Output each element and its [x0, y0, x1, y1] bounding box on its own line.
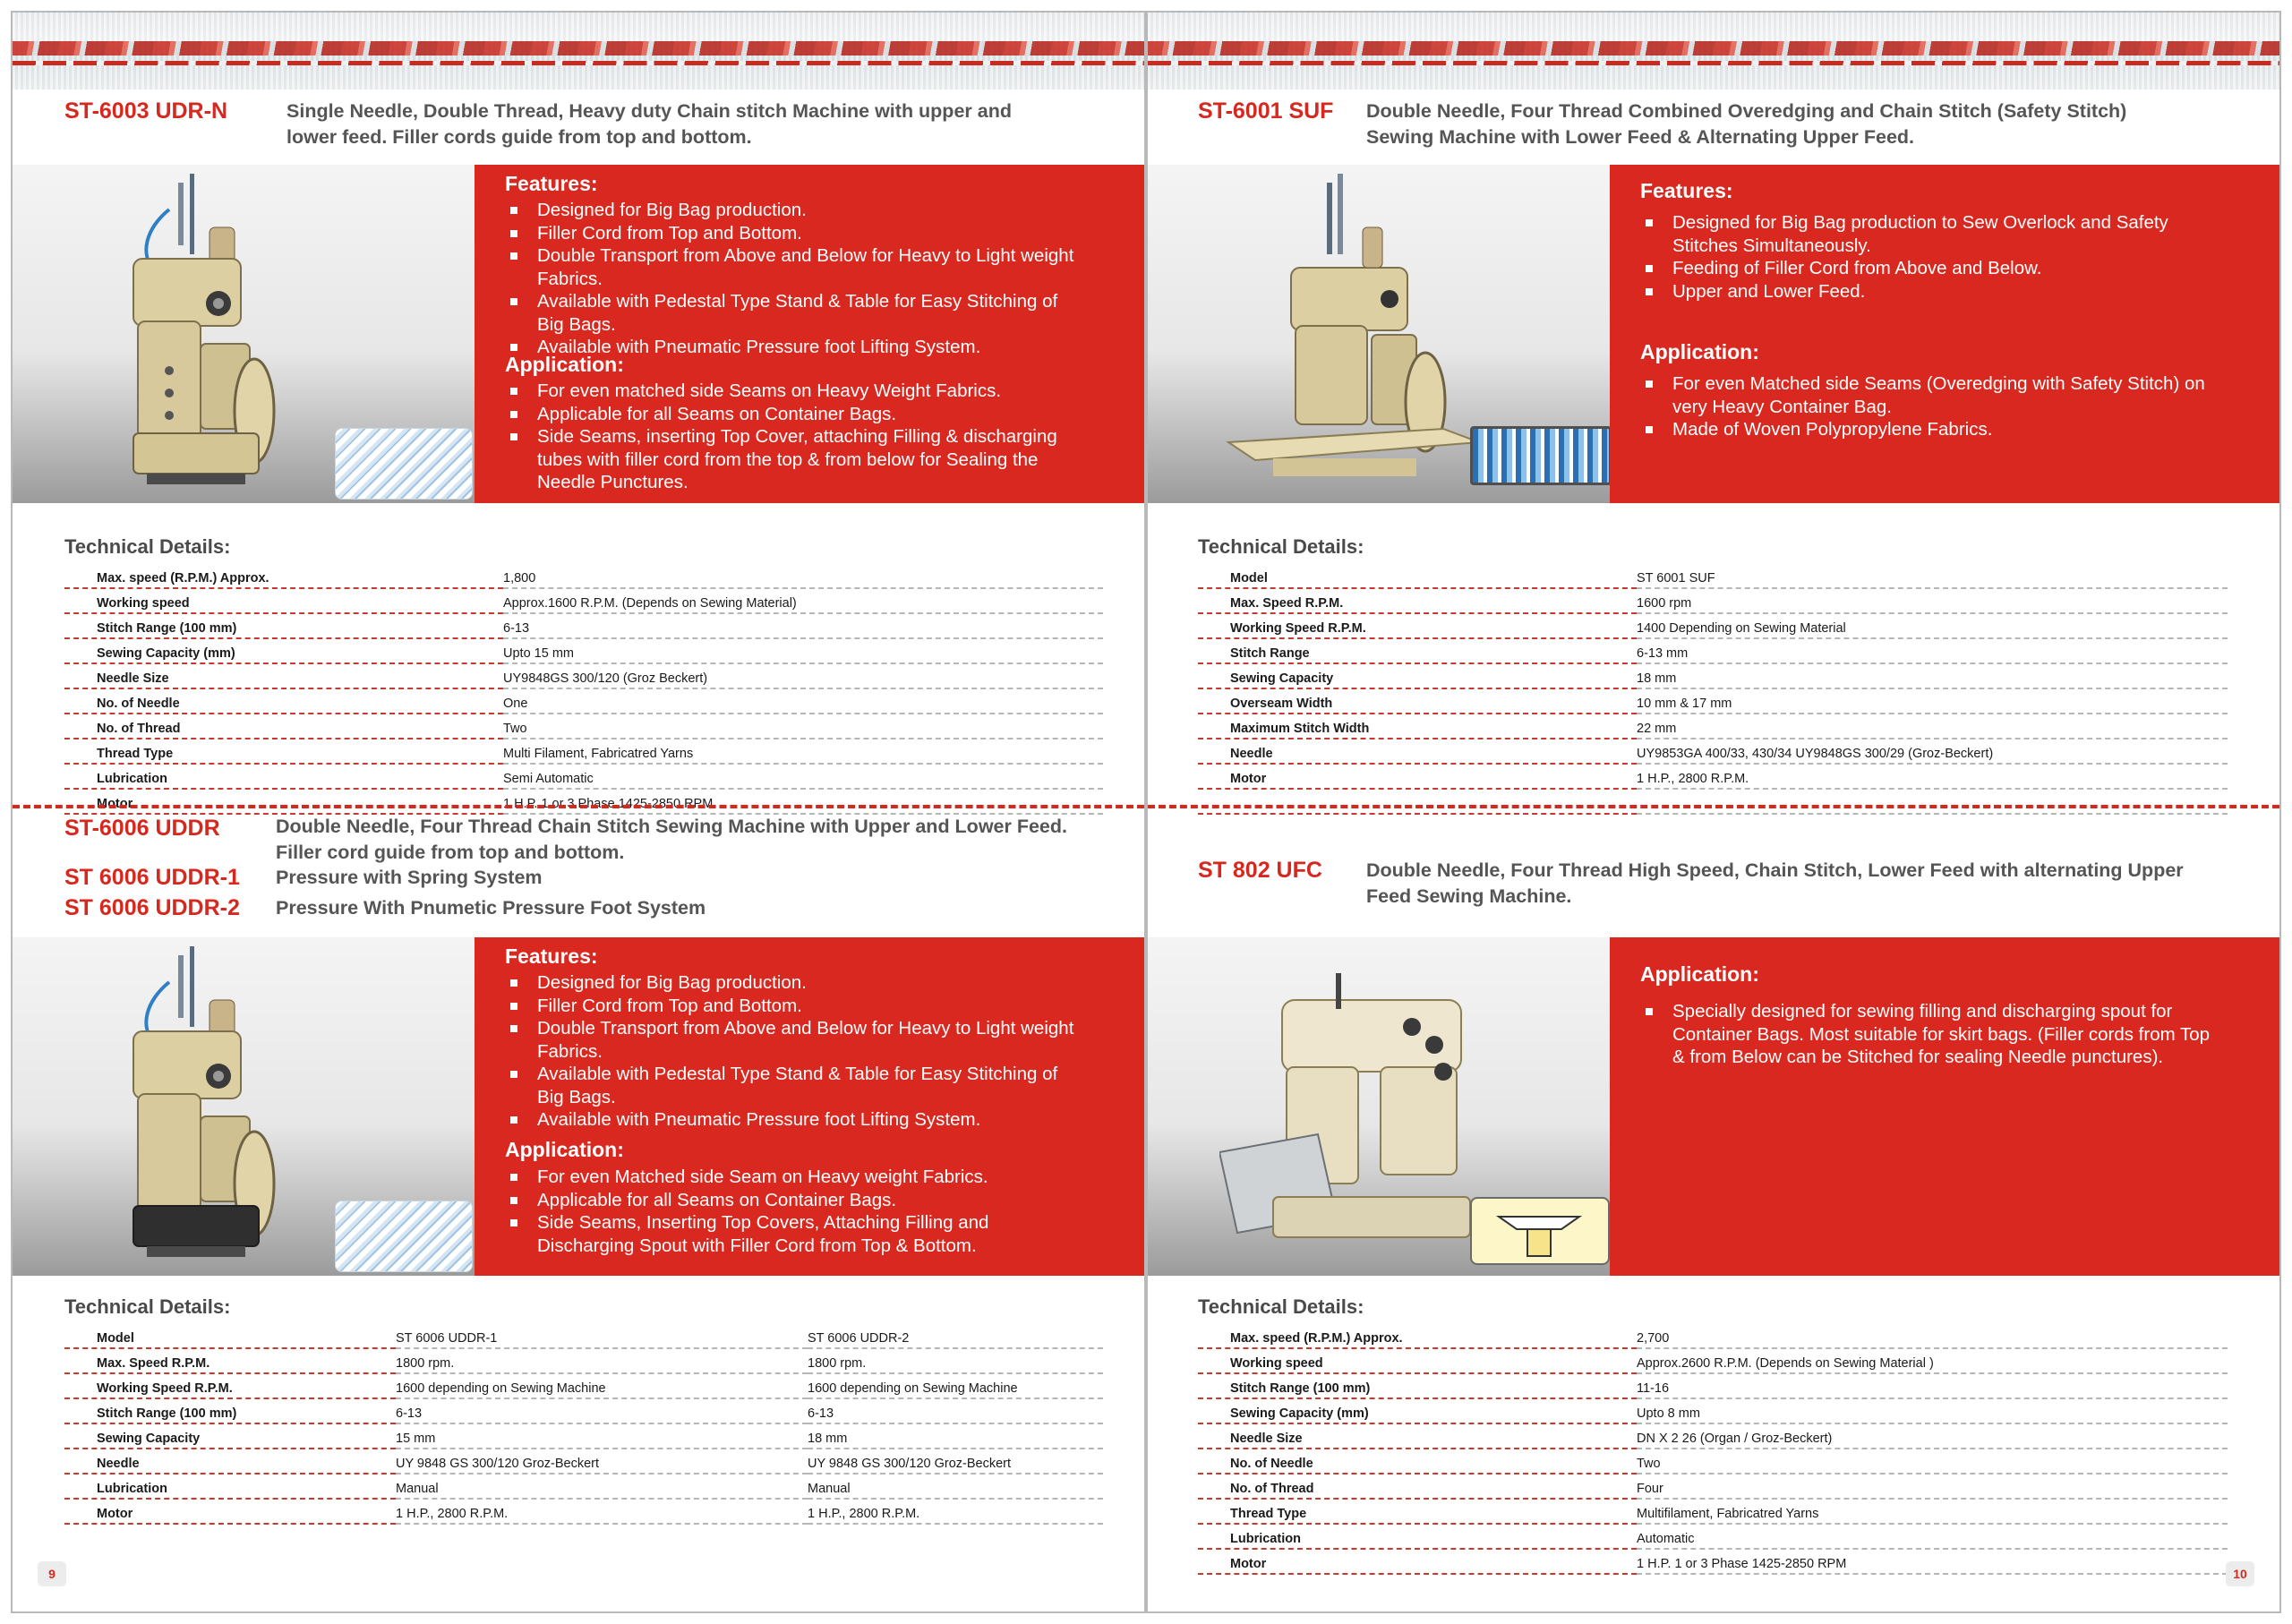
table-row: Stitch Range 6-13 mm — [1198, 638, 2228, 663]
variant-2-description: Pressure With Pnumetic Pressure Foot System — [276, 897, 706, 919]
features-list — [505, 199, 1087, 359]
list-item: Double Transport from Above and Below for Heavy to Light weight Fabrics. — [505, 244, 1087, 290]
model-name-variant-2: ST 6006 UDDR-2 — [64, 895, 240, 920]
technical-details-table — [64, 564, 1103, 815]
section-divider — [1148, 805, 2279, 808]
list-item: Filler Cord from Top and Bottom. — [505, 995, 1087, 1018]
technical-details-heading: Technical Details: — [1198, 1295, 1364, 1318]
table-row: Sewing Capacity 18 mm — [1198, 663, 2228, 688]
application-list — [505, 1166, 1087, 1257]
fabric-sample-image — [1470, 426, 1610, 485]
product-section-st-6006 — [13, 814, 1144, 1611]
product-description: Double Needle, Four Thread High Speed, Chain Stitch, Lower Feed with alternating Upper Feed Sewing Machine. — [1366, 859, 2184, 907]
sewing-machine-image — [84, 174, 317, 496]
sewing-machine-image — [1219, 946, 1497, 1269]
features-heading: Features: — [1640, 179, 1733, 202]
list-item: Specially designed for sewing filling and discharging spout for Container Bags. Most suitable for skirt bags. (Filler cords from Top & from Below can be Stitched for sealing Needle punctures). — [1640, 1000, 2213, 1069]
table-row: Maximum Stitch Width 22 mm — [1198, 714, 2228, 739]
table-row: Sewing Capacity (mm) Upto 15 mm — [64, 638, 1103, 663]
table-row: No. of Thread Four — [1198, 1474, 2228, 1499]
list-item: Available with Pneumatic Pressure foot Lifting System. — [505, 1108, 1087, 1132]
list-item: Available with Pneumatic Pressure foot Lifting System. — [505, 336, 1087, 359]
table-row: No. of Needle One — [64, 688, 1103, 714]
model-name: ST-6001 SUF — [1198, 98, 1334, 124]
application-heading: Application: — [505, 1138, 624, 1161]
table-row: Model ST 6006 UDDR-1 ST 6006 UDDR-2 — [64, 1324, 1103, 1348]
table-row: Working Speed R.P.M. 1600 depending on Sewing Machine 1600 depending on Sewing Machine — [64, 1373, 1103, 1398]
table-row: Working speed Approx.1600 R.P.M. (Depends on Sewing Material) — [64, 588, 1103, 613]
list-item: Made of Woven Polypropylene Fabrics. — [1640, 418, 2213, 441]
application-heading: Application: — [505, 353, 624, 376]
features-heading: Features: — [505, 172, 598, 195]
machine-photo — [13, 165, 475, 503]
fabric-sample-image — [335, 1201, 473, 1272]
model-name: ST 802 UFC — [1198, 858, 1322, 883]
model-name: ST-6006 UDDR — [64, 816, 220, 841]
table-row — [1198, 789, 2228, 814]
table-row: Motor 1 H.P. 1 or 3 Phase 1425-2850 RPM — [64, 789, 1103, 814]
model-name: ST-6003 UDR-N — [64, 98, 227, 124]
variant-1-description: Pressure with Spring System — [276, 867, 543, 888]
list-item: For even Matched side Seams (Overedging with Safety Stitch) on very Heavy Container Bag. — [1640, 372, 2213, 418]
table-row: Needle UY9853GA 400/33, 430/34 UY9848GS 300/29 (Groz-Beckert) — [1198, 739, 2228, 764]
list-item: Filler Cord from Top and Bottom. — [505, 222, 1087, 245]
machine-photo — [1148, 165, 1610, 503]
table-row: No. of Needle Two — [1198, 1449, 2228, 1474]
table-row: Sewing Capacity 15 mm 18 mm — [64, 1423, 1103, 1449]
table-row: Motor 1 H.P., 2800 R.P.M. 1 H.P., 2800 R.P.M. — [64, 1499, 1103, 1524]
application-list — [505, 380, 1087, 494]
list-item: Feeding of Filler Cord from Above and Below. — [1640, 257, 2213, 280]
sewing-machine-image — [1219, 174, 1488, 496]
table-row: Needle UY 9848 GS 300/120 Groz-Beckert UY 9848 GS 300/120 Groz-Beckert — [64, 1449, 1103, 1474]
application-list — [1640, 1000, 2213, 1069]
catalog-page-left — [11, 11, 1146, 1613]
table-row: Stitch Range (100 mm) 11-16 — [1198, 1373, 2228, 1398]
table-row: Sewing Capacity (mm) Upto 8 mm — [1198, 1398, 2228, 1423]
application-heading: Application: — [1640, 340, 1759, 363]
technical-details-table — [64, 1324, 1103, 1525]
product-section-st-6001 — [1148, 13, 2279, 805]
list-item: Side Seams, inserting Top Cover, attaching Filling & discharging tubes with filler cord from the top & from below for Sealing the Needle Punctures. — [505, 425, 1087, 494]
table-row: Max. speed (R.P.M.) Approx. 2,700 — [1198, 1324, 2228, 1348]
table-row: Needle Size UY9848GS 300/120 (Groz Beckert) — [64, 663, 1103, 688]
features-list — [505, 971, 1087, 1132]
list-item: Designed for Big Bag production. — [505, 971, 1087, 995]
list-item: Designed for Big Bag production. — [505, 199, 1087, 222]
table-row: Max. Speed R.P.M. 1800 rpm. 1800 rpm. — [64, 1348, 1103, 1373]
technical-details-table — [1198, 1324, 2228, 1575]
table-row: Max. Speed R.P.M. 1600 rpm — [1198, 588, 2228, 613]
product-description: Double Needle, Four Thread Combined Overedging and Chain Stitch (Safety Stitch) Sewing Machine with Lower Feed & Alternating Upper Feed. — [1366, 100, 2127, 148]
machine-photo — [1148, 937, 1610, 1276]
spout-diagram-image — [1470, 1197, 1610, 1265]
application-panel — [1610, 937, 2279, 1276]
technical-details-heading: Technical Details: — [64, 1295, 231, 1318]
technical-details-heading: Technical Details: — [1198, 535, 1364, 558]
features-panel — [475, 165, 1144, 503]
spout-icon — [1472, 1199, 1606, 1263]
list-item: Available with Pedestal Type Stand & Table for Easy Stitching of Big Bags. — [505, 290, 1087, 336]
table-row: Working Speed R.P.M. 1400 Depending on Sewing Material — [1198, 613, 2228, 638]
fabric-sample-image — [335, 428, 473, 500]
table-row: Lubrication Automatic — [1198, 1524, 2228, 1549]
table-row: No. of Thread Two — [64, 714, 1103, 739]
features-heading: Features: — [505, 944, 598, 968]
model-name-variant-1: ST 6006 UDDR-1 — [64, 865, 240, 890]
list-item: Applicable for all Seams on Container Bags. — [505, 403, 1087, 426]
features-list — [1640, 211, 2213, 303]
features-panel — [1610, 165, 2279, 503]
page-number: 10 — [2226, 1561, 2254, 1586]
table-row: Lubrication Semi Automatic — [64, 764, 1103, 789]
technical-details-heading: Technical Details: — [64, 535, 231, 558]
product-description: Single Needle, Double Thread, Heavy duty Chain stitch Machine with upper and lower feed. Filler cords guide from top and bottom. — [286, 100, 1012, 148]
table-row: Max. speed (R.P.M.) Approx. 1,800 — [64, 564, 1103, 588]
table-row: Stitch Range (100 mm) 6-13 — [64, 613, 1103, 638]
list-item: Available with Pedestal Type Stand & Table for Easy Stitching of Big Bags. — [505, 1063, 1087, 1108]
section-divider — [13, 805, 1144, 808]
table-row: Lubrication Manual Manual — [64, 1474, 1103, 1499]
list-item: Upper and Lower Feed. — [1640, 280, 2213, 303]
list-item: Designed for Big Bag production to Sew Overlock and Safety Stitches Simultaneously. — [1640, 211, 2213, 257]
table-row: Working speed Approx.2600 R.P.M. (Depends on Sewing Material ) — [1198, 1348, 2228, 1373]
list-item: For even Matched side Seam on Heavy weight Fabrics. — [505, 1166, 1087, 1189]
list-item: Applicable for all Seams on Container Bags. — [505, 1189, 1087, 1212]
table-row: Motor 1 H.P., 2800 R.P.M. — [1198, 764, 2228, 789]
table-row: Model ST 6001 SUF — [1198, 564, 2228, 588]
product-section-st-802 — [1148, 814, 2279, 1611]
table-row: Thread Type Multi Filament, Fabricatred Yarns — [64, 739, 1103, 764]
page-number: 9 — [38, 1561, 66, 1586]
list-item: For even matched side Seams on Heavy Weight Fabrics. — [505, 380, 1087, 403]
list-item: Side Seams, Inserting Top Covers, Attaching Filling and Discharging Spout with Filler Cord from Top & Bottom. — [505, 1211, 1087, 1257]
features-panel — [475, 937, 1144, 1276]
list-item: Double Transport from Above and Below for Heavy to Light weight Fabrics. — [505, 1017, 1087, 1063]
table-row: Needle Size DN X 2 26 (Organ / Groz-Beckert) — [1198, 1423, 2228, 1449]
sewing-machine-image — [84, 946, 317, 1269]
product-description: Double Needle, Four Thread Chain Stitch Sewing Machine with Upper and Lower Feed. Filler cord guide from top and bottom. — [276, 816, 1067, 863]
application-heading: Application: — [1640, 962, 1759, 986]
machine-photo — [13, 937, 475, 1276]
table-row: Stitch Range (100 mm) 6-13 6-13 — [64, 1398, 1103, 1423]
technical-details-table — [1198, 564, 2228, 815]
product-section-st-6003 — [13, 13, 1144, 811]
table-row: Overseam Width 10 mm & 17 mm — [1198, 688, 2228, 714]
table-row: Thread Type Multifilament, Fabricatred Yarns — [1198, 1499, 2228, 1524]
catalog-page-right — [1146, 11, 2281, 1613]
application-list — [1640, 372, 2213, 441]
table-row: Motor 1 H.P. 1 or 3 Phase 1425-2850 RPM — [1198, 1549, 2228, 1574]
